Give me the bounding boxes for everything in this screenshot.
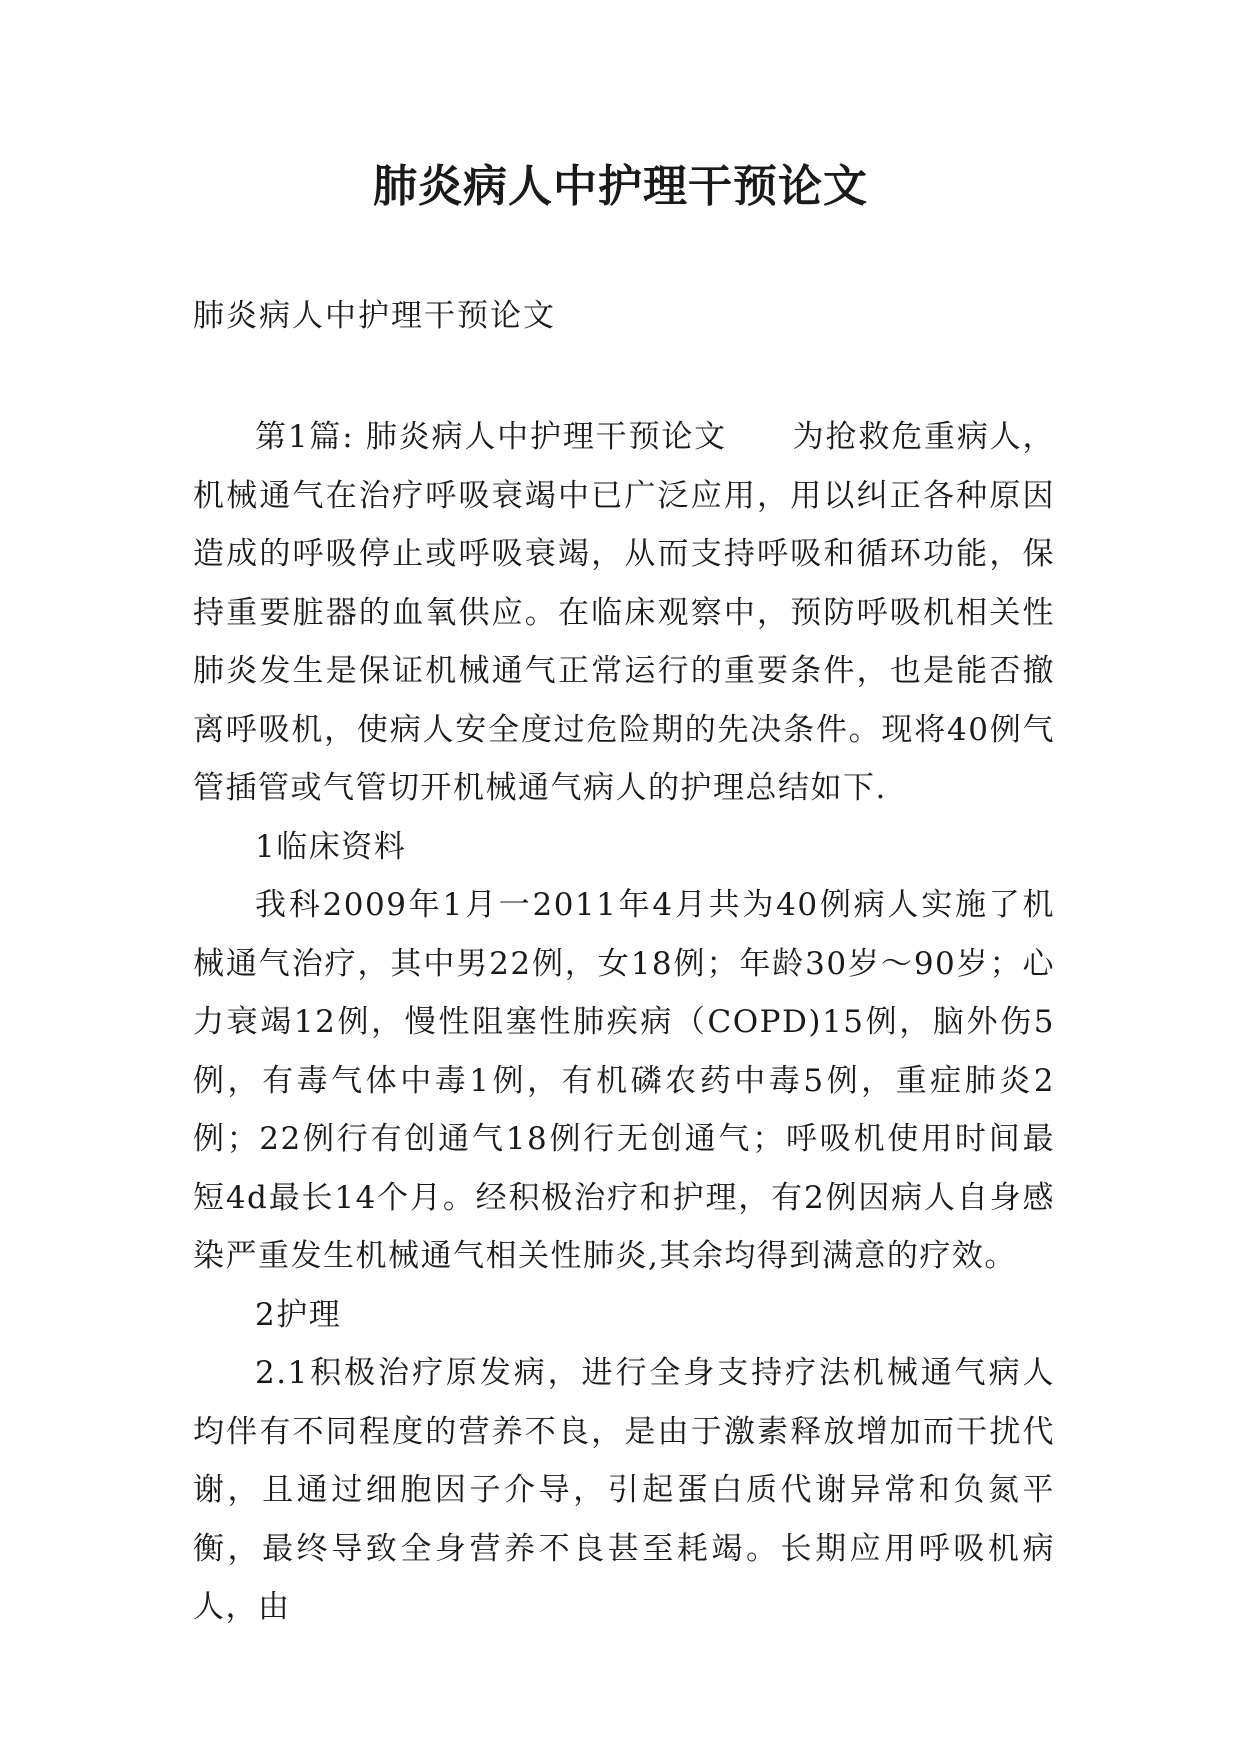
- document-body: [193, 408, 1055, 1637]
- document-title: 肺炎病人中护理干预论文: [373, 161, 868, 212]
- section-heading-clinical-data: 1临床资料: [255, 828, 407, 865]
- paragraph-intro: 第1篇: 肺炎病人中护理干预论文 为抢救危重病人，机械通气在治疗呼吸衰竭中已广泛应用，用以纠正各种原因造成的呼吸停止或呼吸衰竭，从而支持呼吸和循环功能，保持重要脏器的血氧供应。在临床观察中，预防呼吸机相关性肺炎发生是保证机械通气正常运行的重要条件，也是能否撤离呼吸机，使病人安全度过危险期的先决条件。现将40例气管插管或气管切开机械通气病人的护理总结如下.: [193, 419, 1055, 806]
- section-heading-nursing: 2护理: [255, 1296, 342, 1333]
- paragraph-nursing-2-1: 2.1积极治疗原发病，进行全身支持疗法机械通气病人均伴有不同程度的营养不良，是由于激素释放增加而干扰代谢，且通过细胞因子介导，引起蛋白质代谢异常和负氮平衡，最终导致全身营养不良甚至耗竭。长期应用呼吸机病人，由: [193, 1355, 1055, 1625]
- document-subtitle: 肺炎病人中护理干预论文: [193, 298, 556, 334]
- paragraph-clinical-data: 我科2009年1月一2011年4月共为40例病人实施了机械通气治疗，其中男22例，女18例；年龄30岁～90岁；心力衰竭12例，慢性阻塞性肺疾病（COPD)15例，脑外伤5例，有毒气体中毒1例，有机磷农药中毒5例，重症肺炎2例；22例行有创通气18例行无创通气；呼吸机使用时间最短4d最长14个月。经积极治疗和护理，有2例因病人自身感染严重发生机械通气相关性肺炎,其余均得到满意的疗效。: [193, 887, 1055, 1274]
